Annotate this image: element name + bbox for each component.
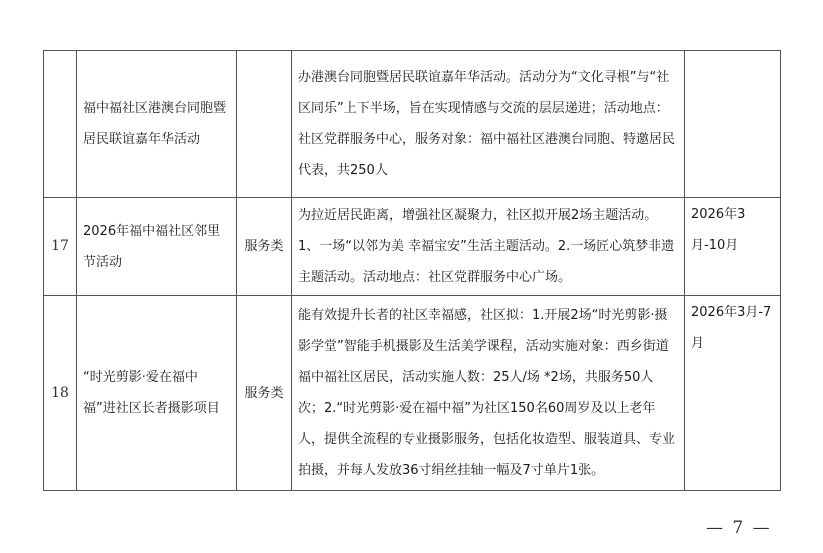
row-number: 17 [44,198,77,296]
project-name: “时光剪影·爱在福中福”进社区长者摄影项目 [77,296,237,491]
document-table-section [43,50,780,490]
project-type: 服务类 [237,296,292,491]
table-row [44,51,781,198]
project-name: 2026年福中福社区邻里节活动 [77,198,237,296]
project-type [237,51,292,198]
project-content: 为拉近居民距离，增强社区凝聚力，社区拟开展2场主题活动。1、一场“以邻为美 幸福宝安”生活主题活动。2.一场匠心筑梦非遗主题活动。活动地点：社区党群服务中心广场。 [292,198,685,296]
project-time [685,51,781,198]
project-time-text: 2026年3月-10月 [691,207,746,253]
project-time-text [691,51,774,52]
project-name: 福中福社区港澳台同胞暨居民联谊嘉年华活动 [77,51,237,198]
project-table [43,50,781,491]
project-type: 服务类 [237,198,292,296]
project-time-text: 2026年3月-7月 [691,305,772,351]
row-number [44,51,77,198]
project-time [685,296,781,491]
table-row [44,198,781,296]
project-time [685,198,781,296]
project-content: 办港澳台同胞暨居民联谊嘉年华活动。活动分为“文化寻根”与“社区同乐”上下半场，旨在实现情感与交流的层层递进；活动地点：社区党群服务中心，服务对象：福中福社区港澳台同胞、特邀居民代表，共250人 [292,51,685,198]
project-content: 能有效提升长者的社区幸福感，社区拟：1.开展2场“时光剪影·摄影学堂”智能手机摄影及生活美学课程，活动实施对象：西乡街道福中福社区居民，活动实施人数：25人/场 *2场，共服务50人次；2.“时光剪影·爱在福中福”为社区150名60周岁及以上老年人，提供全流程的专业摄影服务，包括化妆造型、服装道具、专业拍摄，并每人发放36寸绢丝挂轴一幅及7寸单片1张。 [292,296,685,491]
page-number: — 7 — [706,518,772,538]
table-row [44,296,781,491]
row-number: 18 [44,296,77,491]
